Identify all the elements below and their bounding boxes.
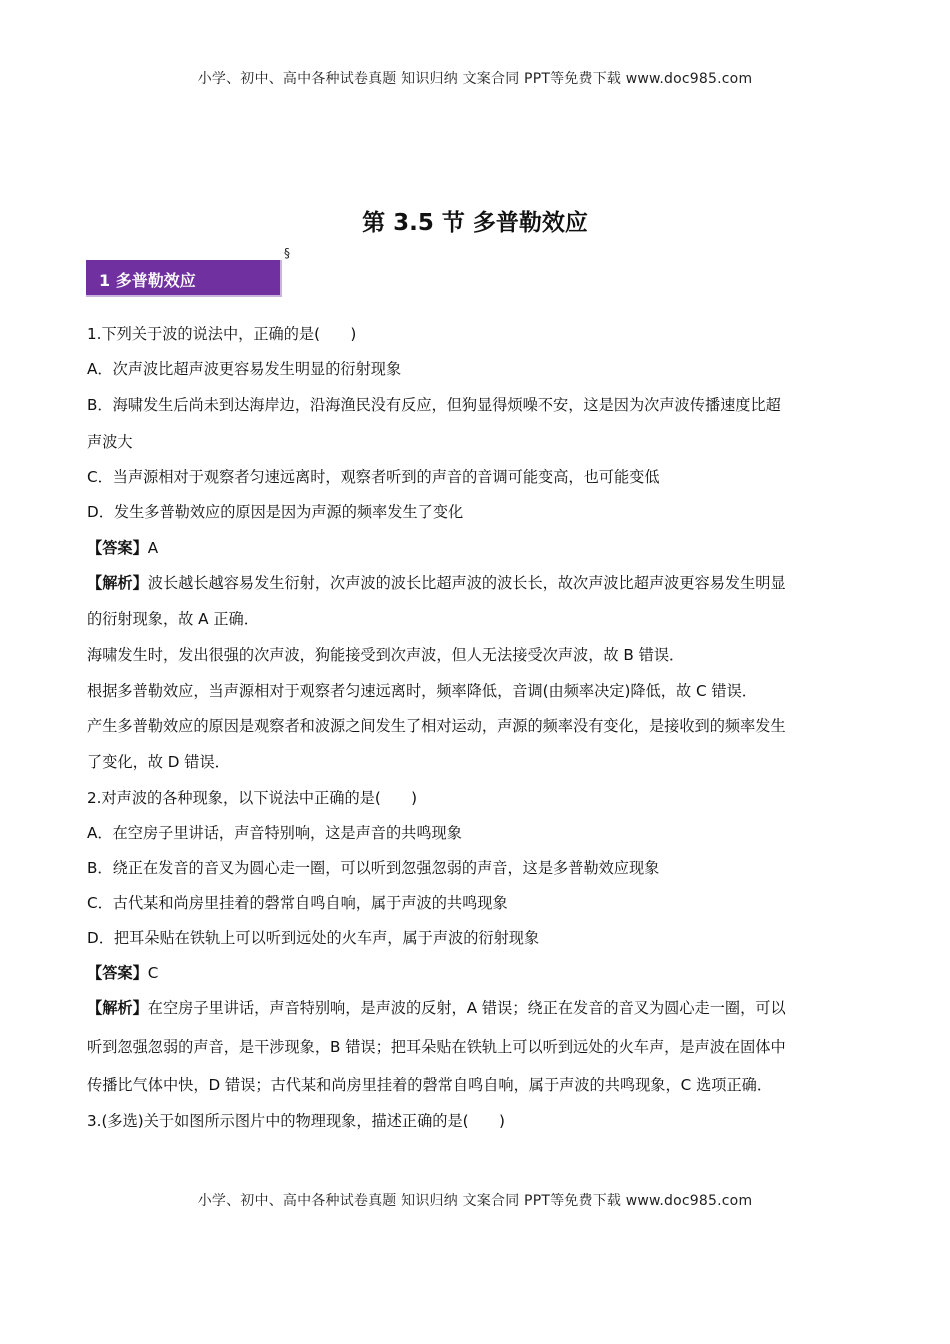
question-2-stem: 2.对声波的各种现象，以下说法中正确的是( ) [87, 789, 418, 807]
analysis-tag: 【解析】 [87, 999, 148, 1017]
analysis-text: 在空房子里讲话，声音特别响，是声波的反射，A 错误；绕正在发音的音叉为圆心走一圈，可以 [147, 999, 786, 1017]
answer-tag: 【答案】 [87, 964, 148, 982]
question-1-analysis-d: 产生多普勒效应的原因是观察者和波源之间发生了相对运动，声源的频率没有变化，是接收到的频率发生 [87, 717, 786, 735]
section-heading-label: 1 多普勒效应 [99, 271, 196, 290]
section-mark: § [284, 246, 290, 260]
question-1-analysis-cont: 的衍射现象，故 A 正确． [87, 610, 259, 628]
page-header: 小学、初中、高中各种试卷真题 知识归纳 文案合同 PPT等免费下载 www.doc985.com [197, 71, 753, 87]
question-1-option-a: A．次声波比超声波更容易发生明显的衍射现象 [87, 360, 402, 378]
question-1-option-d: D．发生多普勒效应的原因是因为声源的频率发生了变化 [87, 503, 464, 521]
document-title: 第 3.5 节 多普勒效应 [362, 210, 588, 236]
answer-tag: 【答案】 [87, 539, 148, 557]
question-2-analysis [87, 997, 786, 1018]
question-2-option-a: A．在空房子里讲话，声音特别响，这是声音的共鸣现象 [87, 824, 462, 842]
question-1-option-b: B．海啸发生后尚未到达海岸边，沿海渔民没有反应，但狗显得烦噪不安，这是因为次声波传播速度比超 [87, 396, 781, 414]
question-2-option-c: C．古代某和尚房里挂着的磬常自鸣自响，属于声波的共鸣现象 [87, 894, 508, 912]
question-1-option-c: C．当声源相对于观察者匀速远离时，观察者听到的声音的音调可能变高，也可能变低 [87, 468, 660, 486]
question-1-analysis-d-cont: 了变化，故 D 错误． [87, 753, 230, 771]
question-2-answer [87, 962, 158, 983]
question-2-option-d: D．把耳朵贴在铁轨上可以听到远处的火车声，属于声波的衍射现象 [87, 929, 540, 947]
question-1-option-b-cont: 声波大 [87, 433, 133, 451]
question-3-stem: 3.(多选)关于如图所示图片中的物理现象，描述正确的是( ) [87, 1112, 505, 1130]
answer-value: C [147, 964, 159, 982]
question-2-analysis-cont-1: 听到忽强忽弱的声音，是干涉现象，B 错误；把耳朵贴在铁轨上可以听到远处的火车声，是声波在固体中 [87, 1038, 786, 1056]
section-heading-box [86, 260, 282, 297]
analysis-tag: 【解析】 [87, 574, 148, 592]
question-1-analysis-b: 海啸发生时，发出很强的次声波，狗能接受到次声波，但人无法接受次声波，故 B 错误． [87, 646, 685, 664]
question-2-analysis-cont-2: 传播比气体中快，D 错误；古代某和尚房里挂着的磬常自鸣自响，属于声波的共鸣现象，C 选项正确． [87, 1076, 773, 1094]
analysis-text: 波长越长越容易发生衍射，次声波的波长比超声波的波长长，故次声波比超声波更容易发生明显 [147, 574, 786, 592]
question-1-answer [87, 537, 158, 558]
answer-value: A [147, 539, 159, 557]
question-2-option-b: B．绕正在发音的音叉为圆心走一圈，可以听到忽强忽弱的声音，这是多普勒效应现象 [87, 859, 660, 877]
question-1-analysis-c: 根据多普勒效应，当声源相对于观察者匀速远离时，频率降低，音调(由频率决定)降低，故 C 错误． [87, 682, 757, 700]
question-1-stem: 1.下列关于波的说法中，正确的是( ) [87, 325, 357, 343]
question-1-analysis [87, 572, 786, 593]
page-footer: 小学、初中、高中各种试卷真题 知识归纳 文案合同 PPT等免费下载 www.doc985.com [197, 1193, 753, 1209]
